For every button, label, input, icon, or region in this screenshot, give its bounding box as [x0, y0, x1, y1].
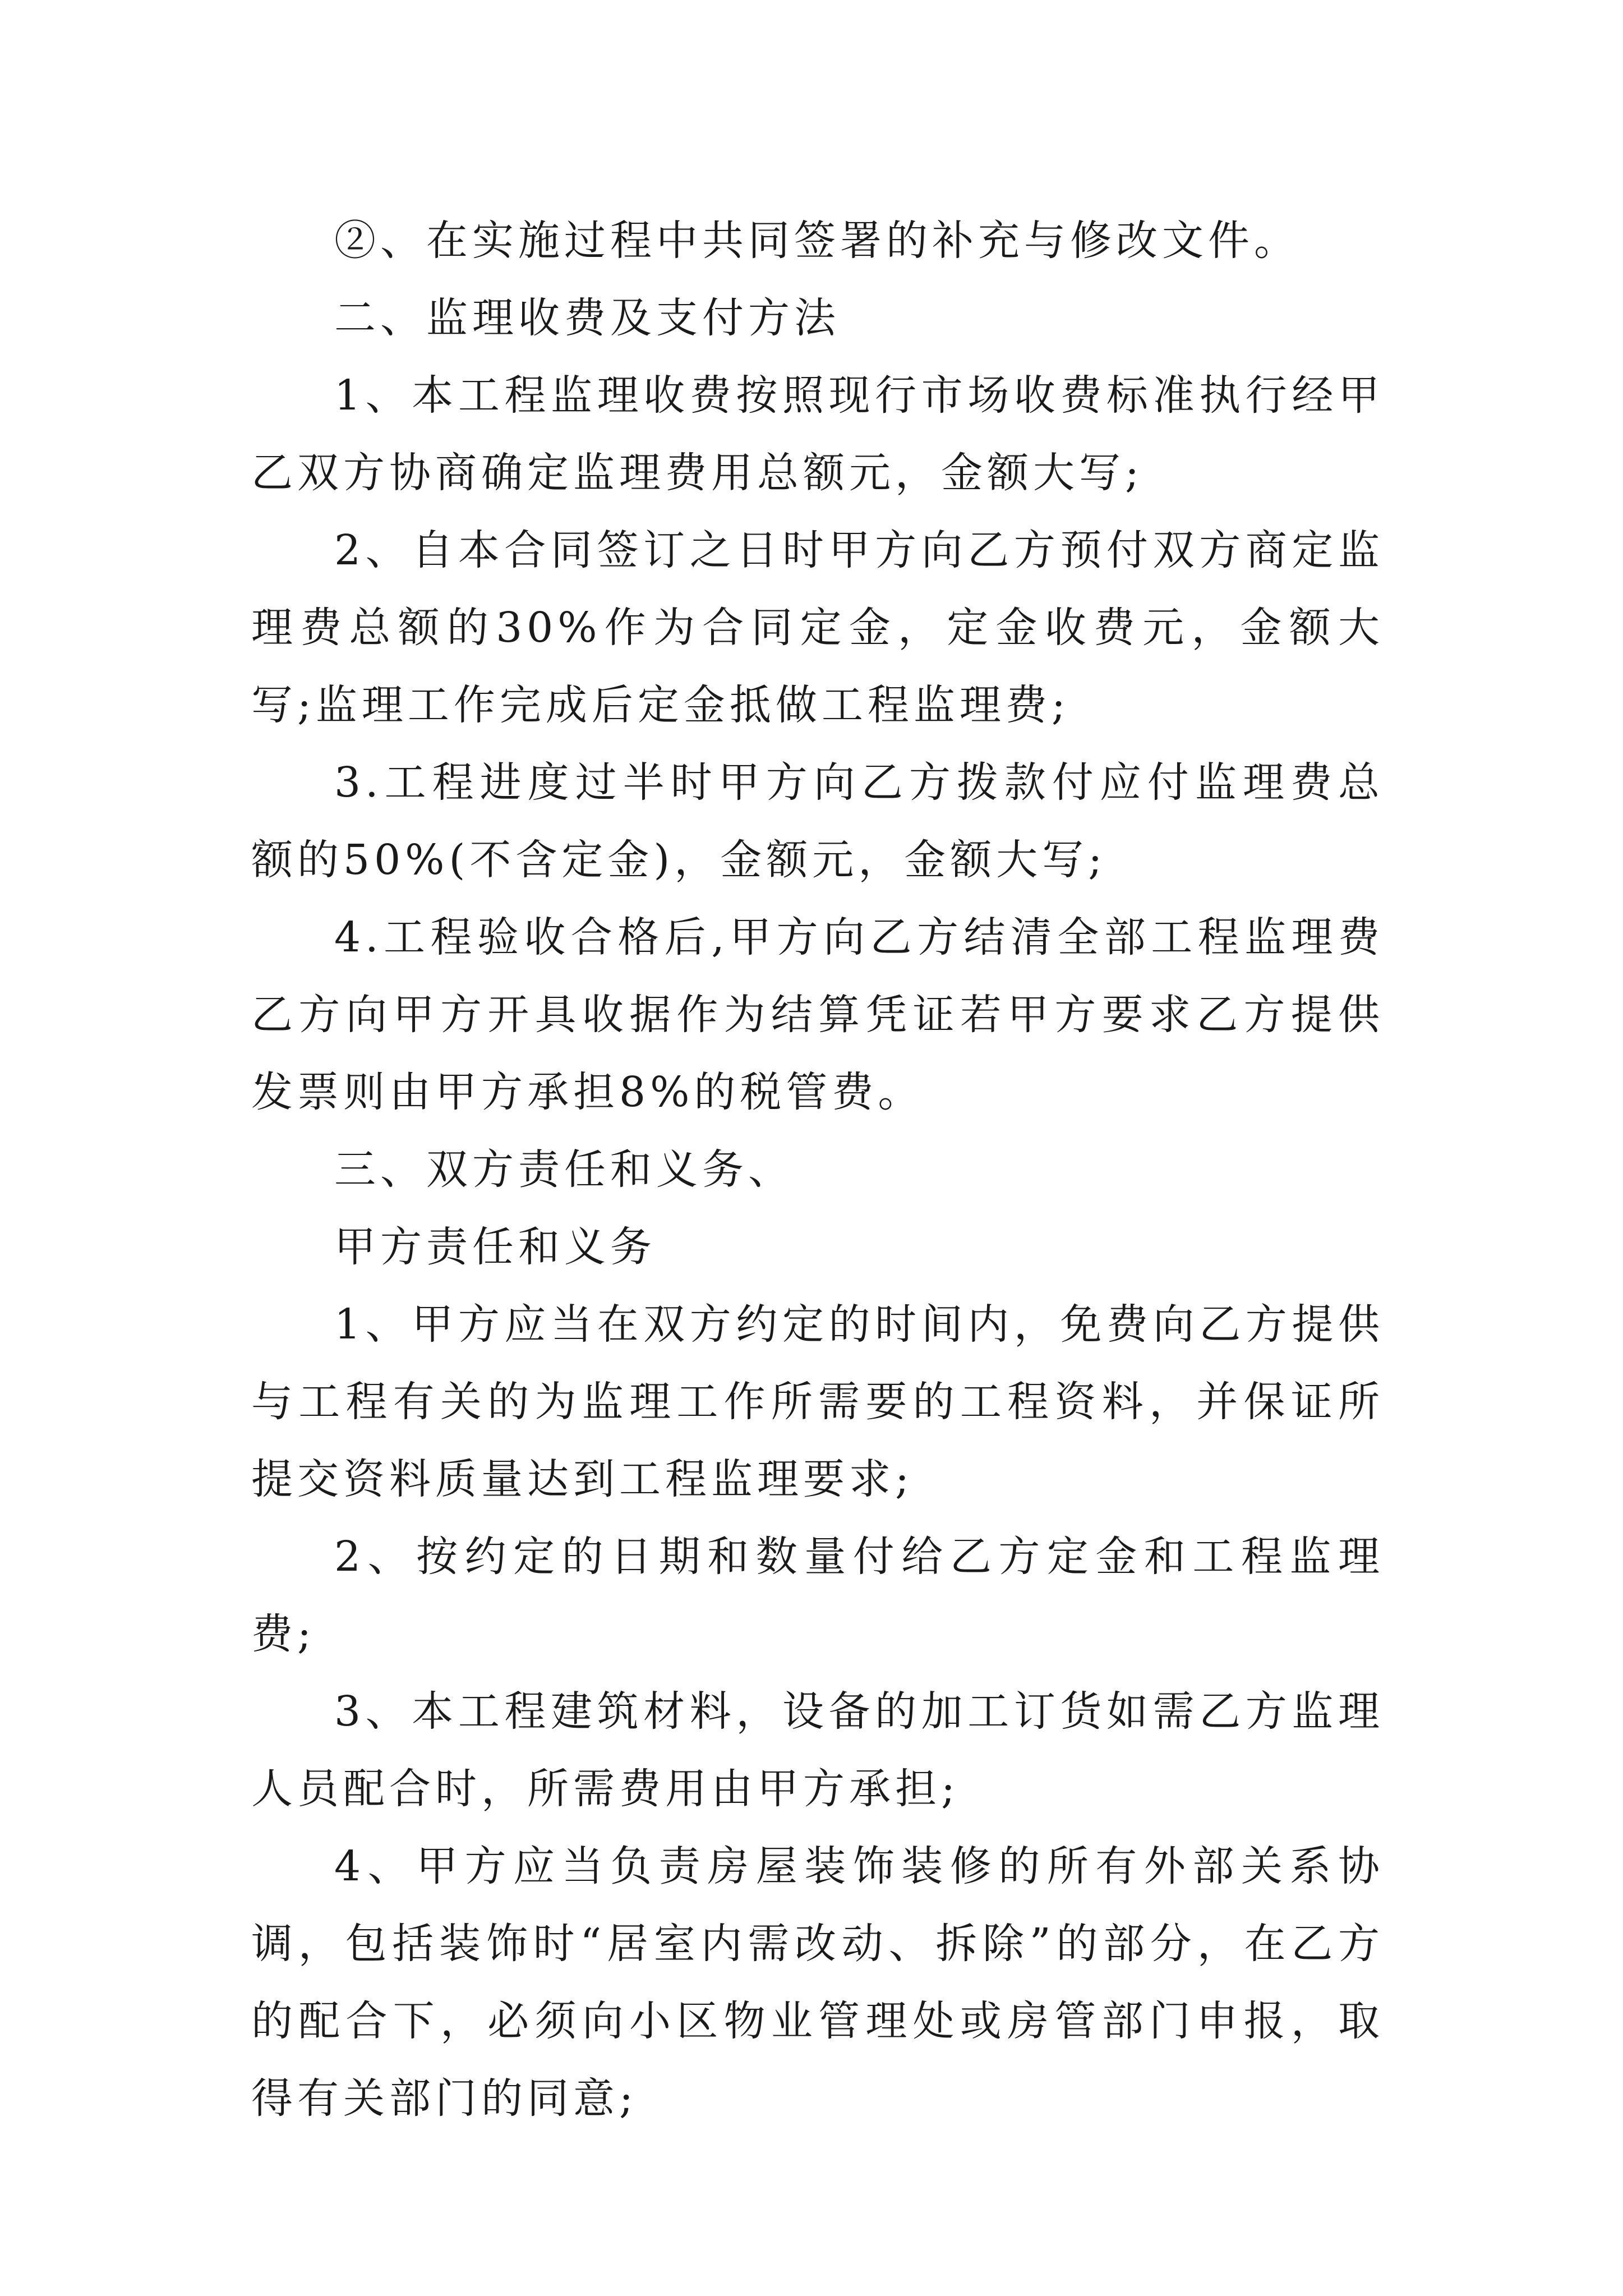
paragraph-party-a-coordination: 4、甲方应当负责房屋装饰装修的所有外部关系协调，包括装饰时“居室内需改动、拆除”的部分，在乙方的配合下，必须向小区物业管理处或房管部门申报，取得有关部门的同意; — [251, 1842, 1384, 2123]
section-heading-responsibilities: 三、双方责任和义务、 — [334, 1145, 794, 1194]
section-heading-fees-payment: 二、监理收费及支付方法 — [334, 294, 840, 342]
paragraph-party-a-payment: 2、按约定的日期和数量付给乙方定金和工程监理费; — [251, 1533, 1384, 1658]
subheading-party-a-duties: 甲方责任和义务 — [334, 1223, 656, 1271]
paragraph-party-a-materials: 1、甲方应当在双方约定的时间内，免费向乙方提供与工程有关的为监理工作所需要的工程资料，并保证所提交资料质量达到工程监理要求; — [251, 1300, 1384, 1503]
paragraph-final-settlement: 4.工程验收合格后,甲方向乙方结清全部工程监理费乙方向甲方开具收据作为结算凭证若甲方要求乙方提供发票则由甲方承担8%的税管费。 — [251, 913, 1384, 1116]
paragraph-supplement-documents: ②、在实施过程中共同签署的补充与修改文件。 — [334, 217, 1300, 265]
paragraph-party-a-procurement: 3、本工程建筑材料，设备的加工订货如需乙方监理人员配合时，所需费用由甲方承担; — [251, 1687, 1384, 1813]
paragraph-fee-total: 1、本工程监理收费按照现行市场收费标准执行经甲乙双方协商确定监理费用总额元，金额大写; — [251, 371, 1384, 497]
paragraph-midway-payment: 3.工程进度过半时甲方向乙方拨款付应付监理费总额的50%(不含定金)，金额元，金额大写; — [251, 758, 1384, 884]
document-body — [251, 202, 1384, 2137]
paragraph-deposit: 2、自本合同签订之日时甲方向乙方预付双方商定监理费总额的30%作为合同定金，定金收费元，金额大写;监理工作完成后定金抵做工程监理费; — [251, 526, 1384, 729]
